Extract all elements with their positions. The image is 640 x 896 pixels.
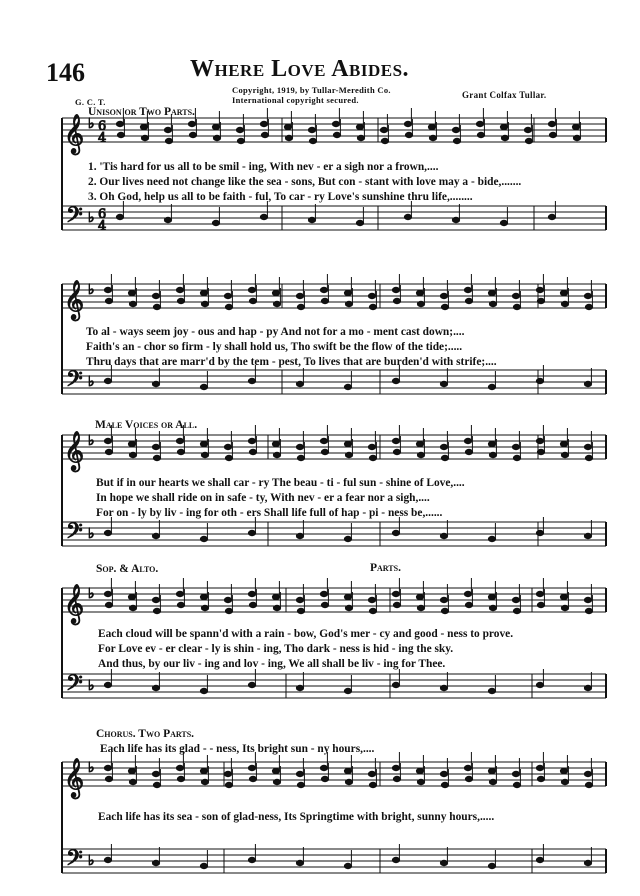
treble-note [560,581,567,600]
bass-clef: 𝄢 [66,367,83,397]
treble-clef: 𝄞 [64,431,85,471]
treble-note [248,578,255,597]
bass-note [344,371,351,390]
treble-note [128,277,135,296]
time-signature-numerator: 6 [98,119,107,134]
bass-note [296,847,303,866]
bass-note [440,672,447,691]
treble-note [440,584,447,603]
time-signature-denominator: 4 [98,131,107,146]
treble-note [488,755,495,774]
treble-staff-4 [62,588,606,612]
treble-note [560,277,567,296]
treble-note [320,425,327,444]
treble-staff-5 [62,762,606,786]
treble-note [152,280,159,299]
treble-note [368,431,375,450]
bass-note [548,201,555,220]
treble-note [176,578,183,597]
bass-note [164,204,171,223]
treble-note [104,274,111,293]
lyric-sys4-verse2: For Love ev - er clear - ly is shin - ing, Tho dark - ness is hid - ing the sky. [98,643,454,655]
treble-note [128,755,135,774]
treble-note [452,114,459,133]
lyric-sys1-verse3: 3. Oh God, help us all to be faith - ful, To car - ry Love's sunshine thru life,........ [88,191,473,203]
lyric-sys3-verse3: For on - ly by liv - ing for oth - ers Shall life full of hap - pi - ness be,...... [96,507,443,519]
key-flat: ♭ [88,210,95,226]
treble-note [344,755,351,774]
bass-note [584,520,591,539]
section-marking-male: Male Voices or All. [95,419,198,431]
key-flat: ♭ [88,526,95,542]
treble-note [320,578,327,597]
key-flat: ♭ [88,678,95,694]
treble-note [200,277,207,296]
treble-note [416,428,423,447]
treble-note [440,280,447,299]
treble-note [416,755,423,774]
treble-note [380,114,387,133]
treble-note [212,111,219,130]
treble-note [368,758,375,777]
treble-note [536,274,543,293]
treble-note [176,274,183,293]
treble-note [476,108,483,127]
treble-note [392,425,399,444]
treble-note [428,111,435,130]
treble-clef: 𝄞 [64,584,85,624]
treble-note [284,111,291,130]
treble-note [296,758,303,777]
treble-note [536,425,543,444]
lyric-sys4-verse3: And thus, by our liv - ing and lov - ing, We all shall be liv - ing for Thee. [98,658,446,670]
bass-note [212,207,219,226]
bass-note [584,847,591,866]
treble-note [296,431,303,450]
treble-note [392,274,399,293]
treble-note [500,111,507,130]
time-signature-denominator: 4 [98,219,107,234]
lyric-sys2-verse1: To al - ways seem joy - ous and hap - py And not for a mo - ment cast down;.... [86,326,465,338]
bass-note [584,672,591,691]
key-flat: ♭ [88,116,95,132]
bass-note [200,523,207,542]
treble-note [392,578,399,597]
key-flat: ♭ [88,433,95,449]
bass-note [440,368,447,387]
treble-note [464,425,471,444]
lyric-sys1-verse1: 1. 'Tis hard for us all to be smil - ing, With nev - er a sigh nor a frown,.... [88,161,439,173]
treble-note [200,428,207,447]
bass-note [452,204,459,223]
bass-note [356,207,363,226]
bass-clef: 𝄢 [66,203,83,233]
treble-note [152,758,159,777]
treble-note [404,108,411,127]
bass-clef: 𝄢 [66,519,83,549]
treble-note [224,758,231,777]
time-signature-numerator: 6 [98,207,107,222]
bass-note [308,204,315,223]
treble-note [536,752,543,771]
treble-clef: 𝄞 [64,758,85,798]
hymn-title: Where Love Abides. [190,56,410,82]
bass-note [200,371,207,390]
treble-note [440,431,447,450]
bass-note [500,207,507,226]
treble-note [368,280,375,299]
treble-note [224,431,231,450]
treble-staff-2 [62,284,606,308]
treble-note [296,584,303,603]
treble-note [188,108,195,127]
bass-note [392,517,399,536]
treble-note [248,425,255,444]
bass-staff-5 [62,849,606,873]
treble-note [320,274,327,293]
bass-note [248,517,255,536]
bass-clef: 𝄢 [66,671,83,701]
treble-staff-3 [62,435,606,459]
bass-note [152,520,159,539]
key-flat: ♭ [88,282,95,298]
page-number: 146 [46,58,85,87]
treble-note [584,758,591,777]
treble-note [572,111,579,130]
bass-note [260,201,267,220]
treble-note [488,428,495,447]
lyric-chorus-upper: Each life has its glad - - ness, Its bright sun - ny hours,.... [100,743,375,755]
treble-clef: 𝄞 [64,114,85,154]
treble-note [344,277,351,296]
lyric-sys4-verse1: Each cloud will be spann'd with a rain - bow, God's mer - cy and good - ness to prove. [98,628,514,640]
bass-note [152,368,159,387]
treble-note [140,111,147,130]
treble-note [512,431,519,450]
meter-initials: G. C. T. [75,97,106,107]
treble-note [152,584,159,603]
bass-note [104,669,111,688]
bass-note [488,371,495,390]
treble-note [344,428,351,447]
lyric-sys2-verse2: Faith's an - chor so firm - ly shall hold us, Tho swift be the flow of the tide;..... [86,341,463,353]
treble-note [164,114,171,133]
treble-clef: 𝄞 [64,280,85,320]
section-marking-parts: Parts. [370,562,401,574]
bass-note [536,669,543,688]
treble-note [152,431,159,450]
treble-note [440,758,447,777]
lyric-sys1-verse2: 2. Our lives need not change like the sea - sons, But con - stant with love may a - bide,....... [88,176,522,188]
bass-staff-4 [62,674,606,698]
treble-note [584,431,591,450]
section-marking-sop-alto: Sop. & Alto. [96,563,159,575]
bass-note [296,520,303,539]
bass-note [344,675,351,694]
treble-note [104,578,111,597]
bass-note [104,517,111,536]
copyright-line: Copyright, 1919, by Tullar-Meredith Co. [232,85,391,95]
treble-note [416,581,423,600]
treble-note [416,277,423,296]
treble-note [560,755,567,774]
bass-note [152,672,159,691]
treble-note [200,581,207,600]
treble-note [344,581,351,600]
treble-note [584,280,591,299]
bass-note [488,523,495,542]
bass-note [440,520,447,539]
treble-note [296,280,303,299]
treble-note [272,277,279,296]
bass-note [296,672,303,691]
lyric-sys3-verse1: But if in our hearts we shall car - ry The beau - ti - ful sun - shine of Love,.... [96,477,465,489]
section-marking-unison: Unison or Two Parts. [88,106,195,118]
treble-note [200,755,207,774]
bass-note [200,675,207,694]
treble-note [128,581,135,600]
bass-note [488,850,495,869]
bass-note [536,365,543,384]
lyric-chorus-lower: Each life has its sea - son of glad-ness, Its Springtime with bright, sunny hours,..... [98,811,495,823]
bass-note [344,523,351,542]
bass-note [440,847,447,866]
treble-note [464,274,471,293]
composer-credit: Grant Colfax Tullar. [462,90,547,100]
treble-note [332,108,339,127]
treble-note [512,584,519,603]
bass-note [344,850,351,869]
treble-note [272,581,279,600]
bass-note [536,844,543,863]
treble-note [524,114,531,133]
treble-note [464,752,471,771]
bass-note [104,844,111,863]
bass-note [392,669,399,688]
treble-note [356,111,363,130]
bass-note [116,201,123,220]
bass-note [392,844,399,863]
bass-note [248,844,255,863]
bass-note [296,368,303,387]
key-flat: ♭ [88,853,95,869]
treble-note [464,578,471,597]
treble-note [272,428,279,447]
bass-staff-1 [62,206,606,230]
bass-note [248,669,255,688]
bass-note [536,517,543,536]
key-flat: ♭ [88,586,95,602]
treble-note [248,274,255,293]
treble-note [368,584,375,603]
bass-clef: 𝄢 [66,846,83,876]
lyric-sys2-verse3: Thru days that are marr'd by the tem - pest, To lives that are burden'd with strife;.... [86,356,497,368]
treble-note [224,280,231,299]
treble-note [584,584,591,603]
treble-note [116,108,123,127]
bass-staff-3 [62,522,606,546]
bass-staff-2 [62,370,606,394]
treble-note [548,108,555,127]
treble-note [488,277,495,296]
key-flat: ♭ [88,374,95,390]
treble-note [392,752,399,771]
bass-note [404,201,411,220]
treble-note [272,755,279,774]
treble-note [536,578,543,597]
bass-note [152,847,159,866]
key-flat: ♭ [88,760,95,776]
treble-note [260,108,267,127]
bass-note [200,850,207,869]
bass-note [488,675,495,694]
bass-note [584,368,591,387]
section-marking-chorus: Chorus. Two Parts. [96,728,195,740]
treble-note [236,114,243,133]
treble-note [512,280,519,299]
treble-note [488,581,495,600]
copyright-secured: International copyright secured. [232,95,359,105]
treble-note [224,584,231,603]
lyric-sys3-verse2: In hope we shall ride on in safe - ty, With nev - er a fear nor a sigh,.... [96,492,430,504]
treble-note [560,428,567,447]
treble-note [308,114,315,133]
treble-note [512,758,519,777]
